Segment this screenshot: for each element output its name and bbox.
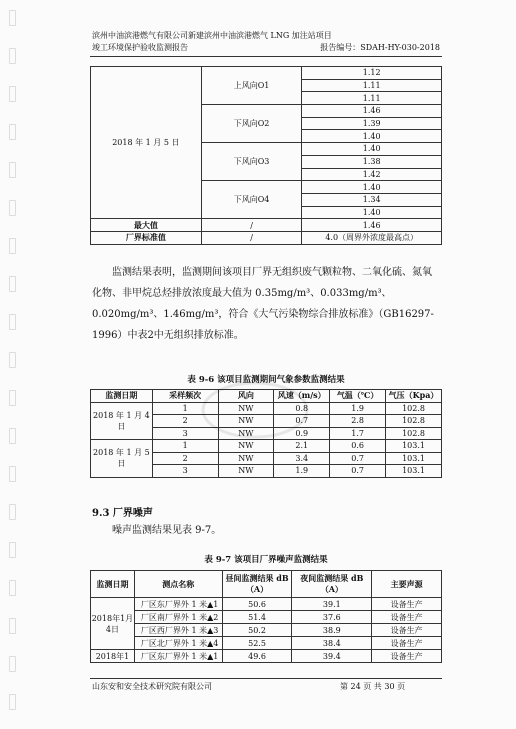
noise-intro: 噪声监测结果见表 9-7。	[112, 525, 222, 536]
col-header: 采样频次	[152, 390, 218, 403]
cell: 37.6	[292, 611, 372, 624]
cell: NW	[218, 440, 274, 453]
cell: 设备生产	[372, 611, 442, 624]
cell: 102.8	[386, 415, 442, 428]
table-header-row	[91, 571, 442, 598]
binding-holes	[6, 10, 20, 710]
cell: 1.9	[330, 402, 386, 415]
cell: 1.7	[330, 427, 386, 440]
value-cell: 1.34	[302, 193, 442, 206]
value-cell: 1.40	[302, 206, 442, 219]
col-header: 气温（℃）	[330, 390, 386, 403]
limit-slash: /	[201, 231, 302, 244]
cell: 厂区东厂界外 1 米▲1	[134, 598, 222, 611]
col-header: 风向	[218, 390, 274, 403]
col-header: 主要声源	[372, 571, 442, 598]
date-cell: 2018年1	[91, 650, 135, 663]
cell: 0.9	[274, 427, 330, 440]
col-header: 测点名称	[134, 571, 222, 598]
value-cell: 1.40	[302, 181, 442, 194]
cell: 2.8	[330, 415, 386, 428]
cell: 49.6	[222, 650, 292, 663]
cell: 厂区东厂界外 1 米▲1	[134, 650, 222, 663]
col-header: 风速（m/s）	[274, 390, 330, 403]
value-cell: 1.38	[302, 155, 442, 168]
cell: 1	[152, 440, 218, 453]
table-row	[91, 67, 442, 80]
cell: 102.8	[386, 402, 442, 415]
limit-row	[91, 231, 442, 244]
max-value: 1.46	[302, 219, 442, 232]
footer-rule	[90, 678, 442, 679]
value-cell: 1.46	[302, 105, 442, 118]
cell: NW	[218, 402, 274, 415]
table-caption-9-6: 表 9-6 该项目监测期间气象参数监测结果	[187, 375, 345, 385]
header-title-line2: 竣工环境保护验收监测报告	[92, 43, 188, 52]
page-number: 第 24 页 共 30 页	[340, 682, 406, 691]
cell: 0.8	[274, 402, 330, 415]
table-row	[91, 598, 442, 611]
max-slash: /	[201, 219, 302, 232]
header-rule	[90, 56, 442, 57]
point-cell: 下风向O4	[201, 181, 302, 219]
max-label: 最大值	[91, 219, 202, 232]
point-cell: 下风向O3	[201, 143, 302, 181]
table-row	[91, 611, 442, 624]
emission-result-table	[90, 66, 442, 245]
value-cell: 1.42	[302, 168, 442, 181]
value-cell: 1.40	[302, 143, 442, 156]
cell: 38.4	[292, 637, 372, 650]
cell: NW	[218, 465, 274, 478]
header-title-line1: 滨州中油滨港燃气有限公司新建滨州中油滨港燃气 LNG 加注站项目	[92, 31, 332, 40]
date-cell: 2018 年 1 月 5 日	[91, 440, 153, 478]
value-cell: 1.12	[302, 67, 442, 80]
col-header: 监测日期	[91, 390, 153, 403]
report-header	[92, 30, 332, 54]
date-cell: 2018 年 1 月 4 日	[91, 402, 153, 440]
cell: 103.1	[386, 465, 442, 478]
cell: 50.2	[222, 624, 292, 637]
cell: 51.4	[222, 611, 292, 624]
cell: 设备生产	[372, 637, 442, 650]
cell: 0.7	[274, 415, 330, 428]
section-heading: 9.3 厂界噪声	[92, 508, 153, 519]
col-header: 夜间监测结果 dB（A）	[292, 571, 372, 598]
cell: 设备生产	[372, 624, 442, 637]
cell: NW	[218, 452, 274, 465]
cell: 102.8	[386, 427, 442, 440]
table-row	[91, 440, 442, 453]
cell: 0.6	[330, 440, 386, 453]
value-cell: 1.11	[302, 92, 442, 105]
cell: 38.9	[292, 624, 372, 637]
cell: 0.7	[330, 452, 386, 465]
cell: 1.9	[274, 465, 330, 478]
cell: 厂区北厂界外 1 米▲4	[134, 637, 222, 650]
cell: 0.7	[330, 465, 386, 478]
watermark-stamp	[200, 380, 310, 440]
cell: 3	[152, 427, 218, 440]
limit-value: 4.0（周界外浓度最高点）	[302, 231, 442, 244]
date-cell: 2018年1月4日	[91, 598, 135, 650]
col-header: 昼间监测结果 dB（A）	[222, 571, 292, 598]
cell: 3.4	[274, 452, 330, 465]
col-header: 气压（Kpa）	[386, 390, 442, 403]
report-number: 报告编号：SDAH-HY-030-2018	[320, 43, 440, 52]
max-row	[91, 219, 442, 232]
table-caption-9-7: 表 9-7 该项目厂界噪声监测结果	[204, 555, 328, 565]
cell: 1	[152, 402, 218, 415]
col-header: 监测日期	[91, 571, 135, 598]
cell: 2.1	[274, 440, 330, 453]
result-paragraph: 监测结果表明，监测期间该项目厂界无组织废气颗粒物、二氧化硫、氮氧化物、非甲烷总烃排放浓度最大值为 0.35mg/m³、0.033mg/m³、0.020mg/m³、1.46mg/m³，符合《大气污染物综合排放标准》（GB16297-1996）中表2中无组织排放标准。	[92, 267, 434, 341]
limit-label: 厂界标准值	[91, 231, 202, 244]
cell: NW	[218, 427, 274, 440]
table-row	[91, 637, 442, 650]
cell: 3	[152, 465, 218, 478]
cell: 52.5	[222, 637, 292, 650]
table-row	[91, 624, 442, 637]
cell: NW	[218, 415, 274, 428]
noise-table	[90, 570, 442, 663]
cell: 39.1	[292, 598, 372, 611]
table-row	[91, 650, 442, 663]
cell: 2	[152, 452, 218, 465]
cell: 设备生产	[372, 650, 442, 663]
value-cell: 1.39	[302, 117, 442, 130]
cell: 厂区西厂界外 1 米▲3	[134, 624, 222, 637]
cell: 厂区南厂界外 1 米▲2	[134, 611, 222, 624]
cell: 103.1	[386, 440, 442, 453]
footer-org: 山东安和安全技术研究院有限公司	[92, 682, 212, 691]
cell: 2	[152, 415, 218, 428]
cell: 设备生产	[372, 598, 442, 611]
date-cell: 2018 年 1 月 5 日	[91, 67, 202, 219]
value-cell: 1.40	[302, 130, 442, 143]
cell: 39.4	[292, 650, 372, 663]
cell: 50.6	[222, 598, 292, 611]
point-cell: 下风向O2	[201, 105, 302, 143]
cell: 103.1	[386, 452, 442, 465]
value-cell: 1.11	[302, 79, 442, 92]
point-cell: 上风向O1	[201, 67, 302, 105]
